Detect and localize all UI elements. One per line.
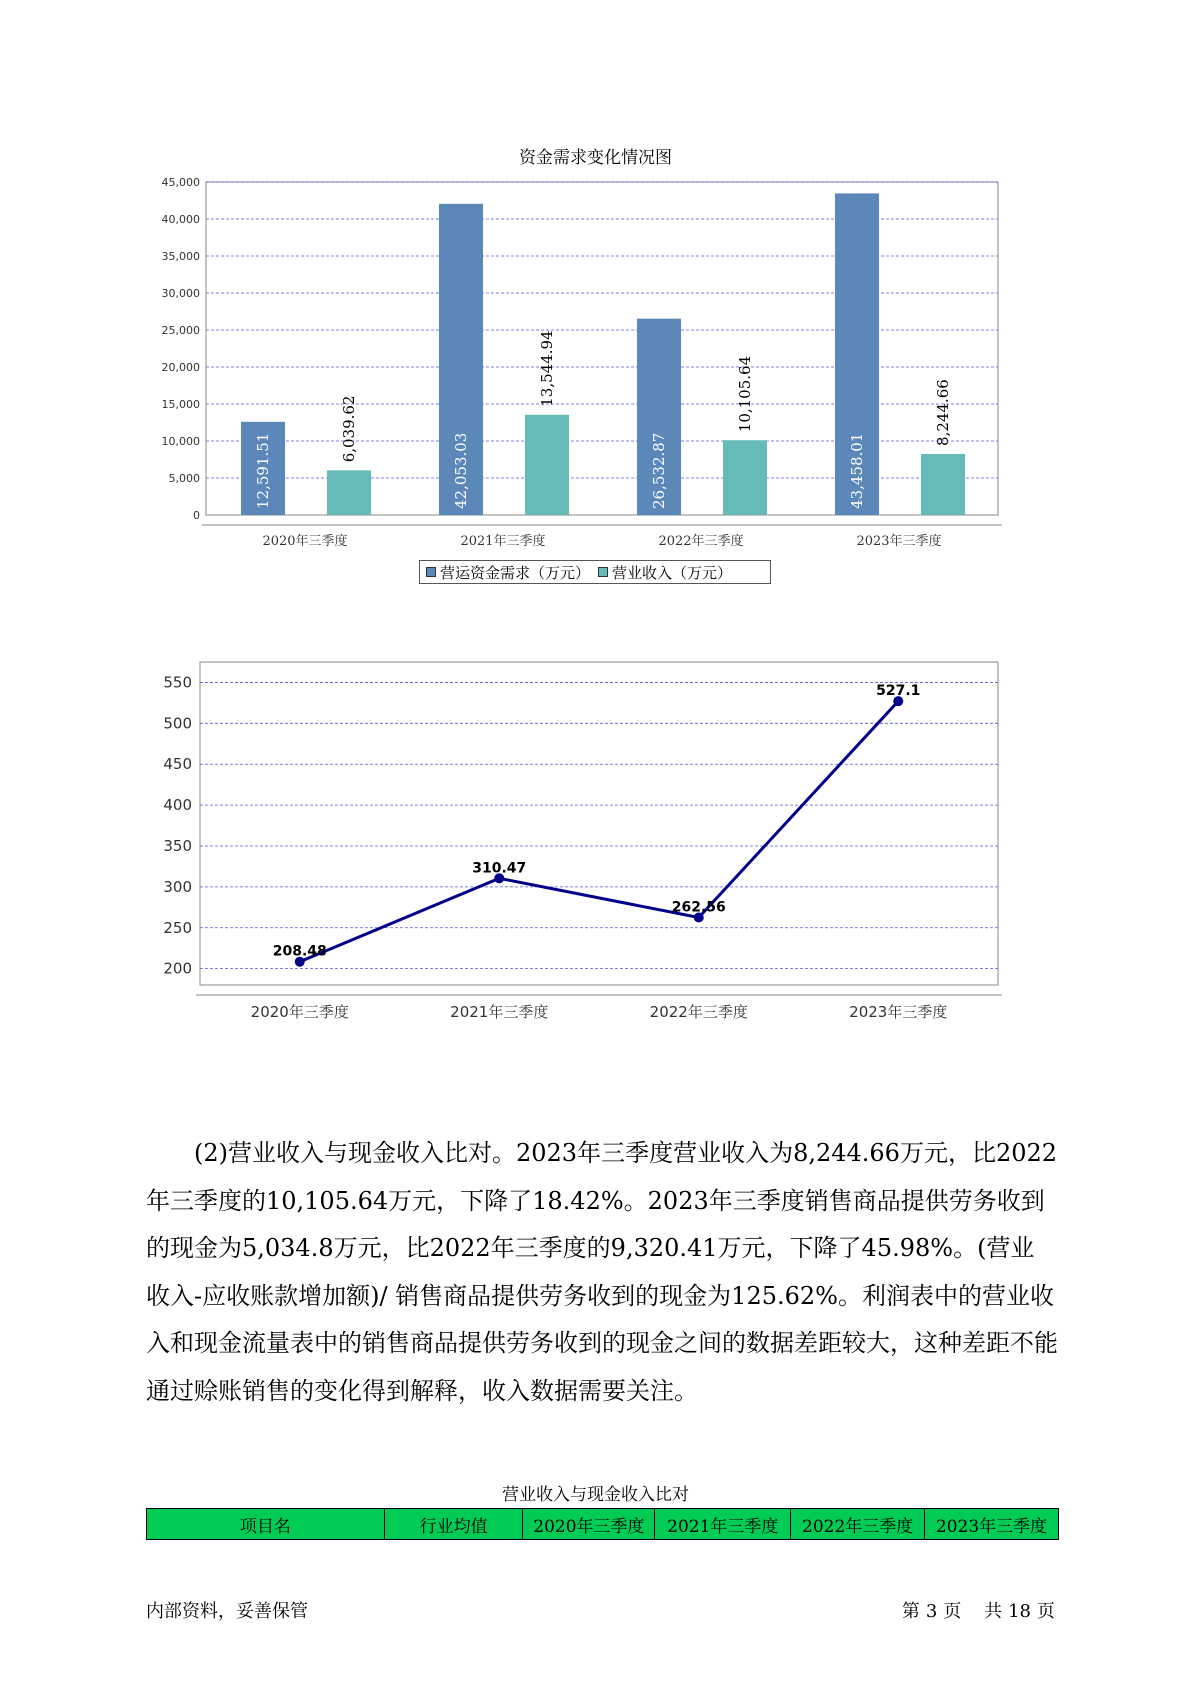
line-x-tick-label: 2022年三季度 [649, 1003, 748, 1021]
bar-y-tick-label: 45,000 [161, 176, 200, 189]
line-y-tick-label: 200 [163, 959, 192, 978]
page-prefix: 第 [901, 1601, 920, 1622]
bar-data-label: 13,544.94 [538, 330, 556, 407]
legend-label-working-capital: 营运资金需求（万元） [440, 563, 591, 582]
header-2023q3: 2023年三季度 [925, 1509, 1059, 1540]
line-x-tick-label: 2021年三季度 [450, 1003, 549, 1021]
bar-y-tick-label: 30,000 [161, 287, 200, 300]
bar-x-tick-label: 2023年三季度 [856, 534, 942, 549]
line-y-tick-label: 450 [163, 755, 192, 774]
bar-chart [150, 176, 1050, 549]
page-total: 18 [1008, 1601, 1031, 1622]
bar-data-label: 8,244.66 [934, 379, 952, 446]
legend-label-revenue: 营业收入（万元） [612, 563, 733, 582]
bar-x-tick-label: 2022年三季度 [658, 534, 744, 549]
bar-y-tick-label: 15,000 [161, 398, 200, 411]
line-y-tick-label: 500 [163, 714, 192, 733]
header-industry-avg: 行业均值 [384, 1509, 523, 1540]
footer-confidential-note: 内部资料，妥善保管 [146, 1601, 308, 1622]
bar [525, 415, 569, 515]
bar-x-tick-label: 2020年三季度 [262, 534, 348, 549]
header-2021q3: 2021年三季度 [655, 1509, 791, 1540]
bar-data-label: 43,458.01 [848, 432, 866, 509]
legend-swatch-revenue [598, 567, 608, 577]
bar-y-tick-label: 35,000 [161, 250, 200, 263]
line-data-label: 262.56 [671, 899, 726, 916]
page-mid: 页 [943, 1601, 962, 1622]
bar-plot-area [206, 182, 998, 515]
header-2020q3: 2020年三季度 [523, 1509, 655, 1540]
bar-y-tick-label: 25,000 [161, 324, 200, 337]
bar-data-label: 12,591.51 [254, 432, 272, 509]
line-data-label: 310.47 [472, 860, 527, 877]
bar-y-tick-label: 10,000 [161, 435, 200, 448]
line-data-label: 208.48 [272, 943, 327, 960]
total-suffix: 页 [1037, 1601, 1055, 1622]
header-2022q3: 2022年三季度 [791, 1509, 925, 1540]
legend-item-revenue [598, 562, 732, 583]
bar-data-label: 26,532.87 [650, 432, 668, 509]
bar [921, 454, 965, 515]
table-header-row [147, 1509, 1059, 1540]
bar-data-label: 6,039.62 [340, 395, 358, 463]
bar-x-tick-label: 2021年三季度 [460, 534, 546, 549]
header-item-name: 项目名 [147, 1509, 385, 1540]
bar [327, 470, 371, 515]
bar-y-tick-label: 0 [193, 509, 200, 522]
line-y-tick-label: 250 [163, 918, 192, 937]
comparison-table [146, 1508, 1059, 1540]
legend-swatch-working-capital [426, 567, 436, 577]
line-chart [150, 658, 1050, 1021]
analysis-paragraph: (2)营业收入与现金收入比对。2023年三季度营业收入为8,244.66万元，比2022年三季度的10,105.64万元，下降了18.42%。2023年三季度销售商品提供劳务收到的现金为5,034.8万元，比2022年三季度的9,320.41万元，下降了45.98%。(营业收入-应收账款增加额)/ 销售商品提供劳务收到的现金为125.62%。利润表中的营业收入和现金流量表中的销售商品提供劳务收到的现金之间的数据差距较大，这种差距不能通过赊账销售的变化得到解释，收入数据需要关注。 [146, 1139, 1058, 1405]
line-y-tick-label: 300 [163, 877, 192, 896]
table-caption: 营业收入与现金收入比对 [502, 1485, 689, 1505]
bar-data-label: 10,105.64 [736, 355, 754, 433]
bar-chart-legend [419, 560, 771, 584]
line-x-tick-label: 2023年三季度 [849, 1003, 948, 1021]
bar-y-tick-label: 40,000 [161, 213, 200, 226]
bar [723, 440, 767, 515]
total-prefix: 共 [984, 1601, 1003, 1622]
bar-data-label: 42,053.03 [452, 432, 470, 509]
bar-chart-title: 资金需求变化情况图 [519, 148, 672, 168]
line-data-label: 527.1 [876, 683, 921, 700]
line-y-tick-label: 550 [163, 673, 192, 692]
bar-y-tick-label: 20,000 [161, 361, 200, 374]
page-current: 3 [925, 1601, 938, 1622]
line-y-tick-label: 400 [163, 796, 192, 815]
bar-y-tick-label: 5,000 [168, 472, 200, 485]
legend-item-working-capital [426, 562, 590, 583]
line-y-tick-label: 350 [163, 836, 192, 855]
line-plot-area [200, 662, 998, 985]
line-x-tick-label: 2020年三季度 [250, 1003, 349, 1021]
page-number [899, 1597, 1058, 1623]
